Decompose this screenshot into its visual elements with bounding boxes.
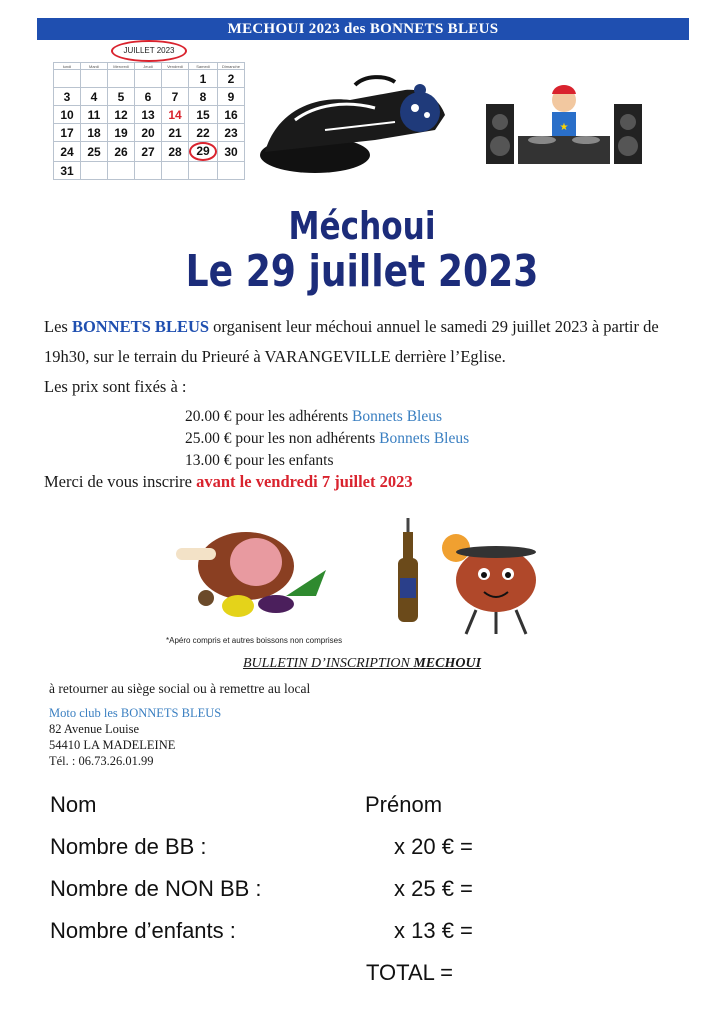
calendar-day: 14 xyxy=(162,106,189,124)
calendar-day: 29 xyxy=(189,142,218,162)
intro-details: organisent leur méchoui annuel le samedi 29 juillet 2023 à partir de 19h30, sur le terrain du Prieuré à VARANGEVILLE derrière l’Eglise. xyxy=(44,317,659,366)
bulletin-name: MECHOUI xyxy=(413,656,482,671)
form-label-nom: Nom xyxy=(50,792,97,817)
calendar-day xyxy=(54,70,81,88)
calendar-month-label: JUILLET 2023 xyxy=(111,40,187,62)
calendar-day xyxy=(81,70,108,88)
calendar xyxy=(53,46,247,180)
calendar-day: 5 xyxy=(108,88,135,106)
title-line-2: Le 29 juillet 2023 xyxy=(185,246,539,297)
calendar-day: 23 xyxy=(218,124,245,142)
bulletin-title xyxy=(0,656,724,672)
form-label-bb: Nombre de BB : xyxy=(50,834,207,859)
calendar-day: 20 xyxy=(135,124,162,142)
form-label-nonbb: Nombre de NON BB : xyxy=(50,876,262,901)
price-text: 13.00 € pour les enfants xyxy=(185,452,334,469)
calendar-week-row xyxy=(54,162,245,180)
dj-illustration xyxy=(484,82,646,168)
calendar-day: 2 xyxy=(218,70,245,88)
club-address xyxy=(49,705,221,769)
calendar-week-row xyxy=(54,142,245,162)
price-text: 25.00 € pour les non adhérents xyxy=(185,430,380,447)
form-nonbb-price: x 25 € = xyxy=(394,876,473,901)
calendar-day xyxy=(135,70,162,88)
calendar-day-header: Mardi xyxy=(81,63,108,70)
calendar-day xyxy=(189,162,218,180)
calendar-day: 15 xyxy=(189,106,218,124)
form-bb-price: x 20 € = xyxy=(394,834,473,859)
prices-intro: Les prix sont fixés à : xyxy=(44,377,187,396)
club-phone: Tél. : 06.73.26.01.99 xyxy=(49,754,154,768)
calendar-day xyxy=(218,162,245,180)
calendar-day: 18 xyxy=(81,124,108,142)
calendar-day-header: Mercredi xyxy=(108,63,135,70)
calendar-day: 17 xyxy=(54,124,81,142)
calendar-day: 30 xyxy=(218,142,245,162)
calendar-day: 26 xyxy=(108,142,135,162)
header-banner: MECHOUI 2023 des BONNETS BLEUS xyxy=(37,18,689,40)
calendar-day xyxy=(162,70,189,88)
svg-text:★: ★ xyxy=(559,122,569,133)
deadline-text: avant le vendredi 7 juillet 2023 xyxy=(196,472,413,491)
calendar-day: 22 xyxy=(189,124,218,142)
calendar-day: 13 xyxy=(135,106,162,124)
calendar-day xyxy=(81,162,108,180)
form-label-enfants: Nombre d’enfants : xyxy=(50,918,236,943)
price-item xyxy=(185,406,469,428)
price-text: 20.00 € pour les adhérents xyxy=(185,408,353,425)
form-enfants-price: x 13 € = xyxy=(394,918,473,943)
calendar-week-row xyxy=(54,124,245,142)
calendar-day-header: Samedi xyxy=(189,63,218,70)
title-line-1: Méchoui xyxy=(288,204,436,248)
club-name: Moto club les BONNETS BLEUS xyxy=(49,706,222,720)
calendar-day: 9 xyxy=(218,88,245,106)
calendar-day: 21 xyxy=(162,124,189,142)
calendar-day xyxy=(108,70,135,88)
calendar-day-header: Dimanche xyxy=(218,63,245,70)
bulletin-prefix: BULLETIN D’INSCRIPTION xyxy=(242,656,414,671)
calendar-day: 7 xyxy=(162,88,189,106)
calendar-week-row xyxy=(54,88,245,106)
club-city: 54410 LA MADELEINE xyxy=(49,738,176,752)
intro-les: Les xyxy=(44,317,72,336)
calendar-day-header: Jeudi xyxy=(135,63,162,70)
calendar-week-row xyxy=(54,106,245,124)
calendar-day xyxy=(108,162,135,180)
calendar-day: 19 xyxy=(108,124,135,142)
calendar-day-header: lundi xyxy=(54,63,81,70)
form-label-prenom: Prénom xyxy=(365,792,443,817)
club-name-highlight: BONNETS BLEUS xyxy=(71,317,210,336)
calendar-day: 31 xyxy=(54,162,81,180)
price-item xyxy=(185,450,469,472)
calendar-day: 24 xyxy=(54,142,81,162)
calendar-day: 8 xyxy=(189,88,218,106)
calendar-day: 16 xyxy=(218,106,245,124)
registration-deadline xyxy=(44,472,413,492)
price-club: Bonnets Bleus xyxy=(352,408,443,425)
calendar-day: 27 xyxy=(135,142,162,162)
price-list xyxy=(185,406,469,472)
calendar-week-row xyxy=(54,70,245,88)
motorcycle-illustration xyxy=(255,60,465,180)
calendar-day: 3 xyxy=(54,88,81,106)
calendar-day xyxy=(135,162,162,180)
calendar-day: 6 xyxy=(135,88,162,106)
calendar-day: 12 xyxy=(108,106,135,124)
intro-paragraph xyxy=(44,312,689,402)
merci-text: Merci de vous inscrire xyxy=(44,472,197,491)
return-instructions: à retourner au siège social ou à remettre au local xyxy=(49,681,311,696)
calendar-day xyxy=(162,162,189,180)
calendar-day: 1 xyxy=(189,70,218,88)
calendar-day: 10 xyxy=(54,106,81,124)
form-total: TOTAL = xyxy=(366,960,454,985)
price-club: Bonnets Bleus xyxy=(379,430,470,447)
calendar-day: 28 xyxy=(162,142,189,162)
calendar-day: 25 xyxy=(81,142,108,162)
club-street: 82 Avenue Louise xyxy=(49,722,140,736)
calendar-grid xyxy=(53,62,245,180)
calendar-day: 4 xyxy=(81,88,108,106)
food-illustration xyxy=(166,518,558,636)
calendar-day-header: Vendredi xyxy=(162,63,189,70)
drinks-note: *Apéro compris et autres boissons non comprises xyxy=(166,636,343,645)
calendar-day: 11 xyxy=(81,106,108,124)
price-item xyxy=(185,428,469,450)
